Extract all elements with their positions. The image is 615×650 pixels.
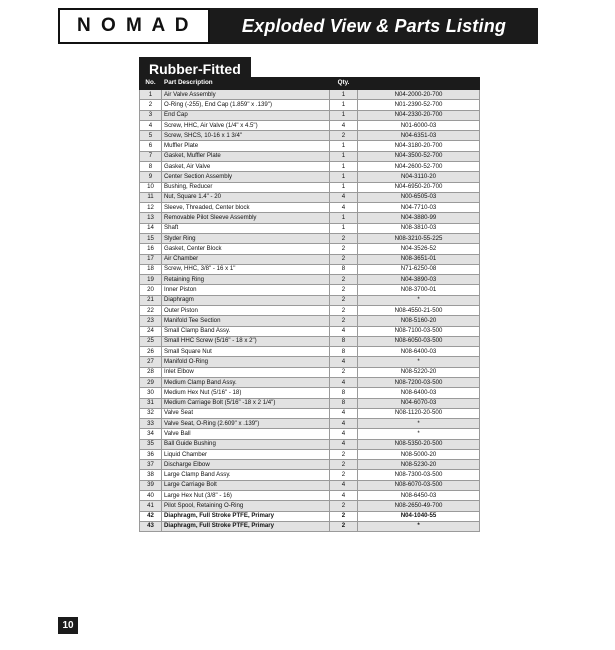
cell-part-description: Large Hex Nut (3/8" - 16) xyxy=(162,491,330,501)
cell-part-description: Air Valve Assembly xyxy=(162,90,330,100)
cell-part-number: N08-7300-03-500 xyxy=(358,470,480,480)
cell-quantity: 2 xyxy=(330,131,358,141)
cell-part-number: N04-3110-20 xyxy=(358,172,480,182)
cell-part-number: N04-3500-52-700 xyxy=(358,151,480,161)
cell-item-number: 14 xyxy=(140,223,162,233)
cell-part-number: N08-7200-03-500 xyxy=(358,377,480,387)
cell-item-number: 5 xyxy=(140,131,162,141)
cell-item-number: 19 xyxy=(140,275,162,285)
cell-part-number: * xyxy=(358,429,480,439)
cell-quantity: 4 xyxy=(330,203,358,213)
cell-part-description: Inner Piston xyxy=(162,285,330,295)
cell-part-description: Gasket, Muffler Plate xyxy=(162,151,330,161)
table-row xyxy=(140,120,480,130)
cell-quantity: 2 xyxy=(330,244,358,254)
cell-part-description: Liquid Chamber xyxy=(162,449,330,459)
cell-quantity: 2 xyxy=(330,295,358,305)
cell-part-description: Small Square Nut xyxy=(162,347,330,357)
cell-quantity: 4 xyxy=(330,120,358,130)
parts-table-header xyxy=(140,78,480,90)
cell-part-description: Air Chamber xyxy=(162,254,330,264)
cell-part-description: Screw, HHC, Air Valve (1/4" x 4.5") xyxy=(162,120,330,130)
table-row xyxy=(140,90,480,100)
cell-part-description: Retaining Ring xyxy=(162,275,330,285)
cell-item-number: 8 xyxy=(140,162,162,172)
table-row xyxy=(140,295,480,305)
cell-part-number: N08-6400-03 xyxy=(358,347,480,357)
cell-quantity: 4 xyxy=(330,408,358,418)
table-row xyxy=(140,449,480,459)
table-row xyxy=(140,192,480,202)
column-header-description: Part Description xyxy=(162,78,330,90)
table-row xyxy=(140,460,480,470)
cell-part-number: * xyxy=(358,357,480,367)
cell-item-number: 27 xyxy=(140,357,162,367)
cell-quantity: 2 xyxy=(330,460,358,470)
cell-item-number: 36 xyxy=(140,449,162,459)
cell-item-number: 11 xyxy=(140,192,162,202)
cell-item-number: 20 xyxy=(140,285,162,295)
cell-quantity: 2 xyxy=(330,285,358,295)
cell-part-description: Nut, Square 1.4" - 20 xyxy=(162,192,330,202)
cell-item-number: 38 xyxy=(140,470,162,480)
cell-part-number: N08-6400-03 xyxy=(358,388,480,398)
table-row xyxy=(140,100,480,110)
cell-item-number: 25 xyxy=(140,336,162,346)
table-row xyxy=(140,377,480,387)
table-row xyxy=(140,501,480,511)
cell-part-number: N01-2390-52-700 xyxy=(358,100,480,110)
table-row xyxy=(140,347,480,357)
cell-part-number: N08-6450-03 xyxy=(358,491,480,501)
cell-part-description: Diaphragm, Full Stroke PTFE, Primary xyxy=(162,521,330,531)
cell-item-number: 21 xyxy=(140,295,162,305)
cell-part-description: Screw, HHC, 3/8" - 16 x 1" xyxy=(162,264,330,274)
cell-item-number: 9 xyxy=(140,172,162,182)
table-row xyxy=(140,275,480,285)
cell-item-number: 12 xyxy=(140,203,162,213)
cell-part-description: Large Clamp Band Assy. xyxy=(162,470,330,480)
cell-quantity: 4 xyxy=(330,192,358,202)
cell-part-number: N08-7100-03-500 xyxy=(358,326,480,336)
cell-part-description: Slyder Ring xyxy=(162,234,330,244)
cell-quantity: 1 xyxy=(330,90,358,100)
table-row xyxy=(140,172,480,182)
cell-item-number: 16 xyxy=(140,244,162,254)
cell-quantity: 1 xyxy=(330,110,358,120)
cell-item-number: 28 xyxy=(140,367,162,377)
cell-part-description: Small Clamp Band Assy. xyxy=(162,326,330,336)
cell-part-description: Valve Ball xyxy=(162,429,330,439)
cell-part-number: N01-6000-03 xyxy=(358,120,480,130)
page-title: Exploded View & Parts Listing xyxy=(241,15,507,36)
table-row xyxy=(140,367,480,377)
cell-part-number: N08-5350-20-500 xyxy=(358,439,480,449)
cell-part-description: Inlet Elbow xyxy=(162,367,330,377)
cell-part-number: N04-3526-52 xyxy=(358,244,480,254)
cell-item-number: 39 xyxy=(140,480,162,490)
cell-part-number: N71-6250-08 xyxy=(358,264,480,274)
cell-part-description: Valve Seat, O-Ring (2.609" x .139") xyxy=(162,419,330,429)
cell-item-number: 15 xyxy=(140,234,162,244)
cell-part-number: N04-6351-03 xyxy=(358,131,480,141)
cell-quantity: 8 xyxy=(330,398,358,408)
cell-quantity: 1 xyxy=(330,151,358,161)
table-row xyxy=(140,408,480,418)
table-row xyxy=(140,480,480,490)
table-row xyxy=(140,285,480,295)
cell-part-number: N04-2000-20-700 xyxy=(358,90,480,100)
cell-part-number: N04-2600-52-700 xyxy=(358,162,480,172)
cell-part-description: Pilot Spool, Retaining O-Ring xyxy=(162,501,330,511)
cell-part-description: Diaphragm xyxy=(162,295,330,305)
table-row xyxy=(140,131,480,141)
cell-quantity: 1 xyxy=(330,162,358,172)
cell-quantity: 2 xyxy=(330,511,358,521)
cell-item-number: 13 xyxy=(140,213,162,223)
cell-item-number: 29 xyxy=(140,377,162,387)
cell-part-description: Discharge Elbow xyxy=(162,460,330,470)
cell-item-number: 26 xyxy=(140,347,162,357)
table-row xyxy=(140,305,480,315)
cell-part-number: N08-3810-03 xyxy=(358,223,480,233)
document-header xyxy=(58,8,538,44)
cell-item-number: 3 xyxy=(140,110,162,120)
table-header-row xyxy=(140,78,480,90)
cell-part-number: * xyxy=(358,295,480,305)
cell-part-description: Medium Clamp Band Assy. xyxy=(162,377,330,387)
cell-part-description: Gasket, Center Block xyxy=(162,244,330,254)
table-row xyxy=(140,254,480,264)
table-row xyxy=(140,244,480,254)
cell-quantity: 8 xyxy=(330,388,358,398)
column-header-no: No. xyxy=(140,78,162,90)
cell-part-number: N04-3890-03 xyxy=(358,275,480,285)
cell-part-number: * xyxy=(358,419,480,429)
cell-item-number: 32 xyxy=(140,408,162,418)
cell-quantity: 2 xyxy=(330,254,358,264)
cell-item-number: 31 xyxy=(140,398,162,408)
cell-item-number: 22 xyxy=(140,305,162,315)
cell-item-number: 30 xyxy=(140,388,162,398)
cell-item-number: 4 xyxy=(140,120,162,130)
cell-part-description: Screw, SHCS, 10-16 x 1 3/4" xyxy=(162,131,330,141)
parts-table-container xyxy=(139,77,479,532)
cell-part-number: N04-6950-20-700 xyxy=(358,182,480,192)
cell-part-description: Medium Carriage Bolt (5/16" -18 x 2 1/4") xyxy=(162,398,330,408)
cell-item-number: 18 xyxy=(140,264,162,274)
cell-part-number: N08-6070-03-500 xyxy=(358,480,480,490)
cell-part-number: N08-2650-49-700 xyxy=(358,501,480,511)
cell-part-number: N00-6505-03 xyxy=(358,192,480,202)
cell-quantity: 2 xyxy=(330,234,358,244)
cell-quantity: 1 xyxy=(330,172,358,182)
cell-item-number: 1 xyxy=(140,90,162,100)
table-row xyxy=(140,429,480,439)
cell-quantity: 2 xyxy=(330,470,358,480)
cell-quantity: 4 xyxy=(330,357,358,367)
cell-item-number: 10 xyxy=(140,182,162,192)
page-number: 10 xyxy=(58,617,78,634)
document-title-bar xyxy=(210,8,538,44)
cell-quantity: 4 xyxy=(330,439,358,449)
table-row xyxy=(140,264,480,274)
table-row xyxy=(140,141,480,151)
section-title: Rubber-Fitted xyxy=(139,57,251,82)
cell-part-number: N04-3180-20-700 xyxy=(358,141,480,151)
cell-part-number: N04-7710-03 xyxy=(358,203,480,213)
cell-item-number: 41 xyxy=(140,501,162,511)
cell-part-description: Ball Guide Bushing xyxy=(162,439,330,449)
cell-part-number: N08-5220-20 xyxy=(358,367,480,377)
cell-part-description: Outer Piston xyxy=(162,305,330,315)
table-row xyxy=(140,511,480,521)
parts-table xyxy=(139,77,480,532)
cell-part-number: N04-2330-20-700 xyxy=(358,110,480,120)
table-row xyxy=(140,203,480,213)
cell-part-description: Manifold O-Ring xyxy=(162,357,330,367)
brand-logo-text: N O M A D xyxy=(77,15,191,36)
cell-item-number: 23 xyxy=(140,316,162,326)
cell-part-description: Shaft xyxy=(162,223,330,233)
cell-part-number: N08-5160-20 xyxy=(358,316,480,326)
cell-quantity: 1 xyxy=(330,141,358,151)
table-row xyxy=(140,521,480,531)
cell-quantity: 4 xyxy=(330,326,358,336)
cell-part-number: N08-5230-20 xyxy=(358,460,480,470)
cell-item-number: 17 xyxy=(140,254,162,264)
cell-part-description: End Cap xyxy=(162,110,330,120)
table-row xyxy=(140,151,480,161)
cell-quantity: 2 xyxy=(330,275,358,285)
cell-quantity: 2 xyxy=(330,521,358,531)
cell-part-number: N08-4550-21-500 xyxy=(358,305,480,315)
brand-logo xyxy=(58,8,210,44)
cell-part-number: N08-3700-01 xyxy=(358,285,480,295)
cell-quantity: 4 xyxy=(330,377,358,387)
cell-item-number: 7 xyxy=(140,151,162,161)
cell-quantity: 8 xyxy=(330,264,358,274)
cell-item-number: 35 xyxy=(140,439,162,449)
column-header-part-number xyxy=(358,78,480,90)
table-row xyxy=(140,419,480,429)
cell-part-description: Small HHC Screw (5/16" - 18 x 2") xyxy=(162,336,330,346)
cell-part-description: Diaphragm, Full Stroke PTFE, Primary xyxy=(162,511,330,521)
table-row xyxy=(140,110,480,120)
cell-part-description: Valve Seat xyxy=(162,408,330,418)
parts-table-body xyxy=(140,90,480,532)
cell-part-description: O-Ring (-255), End Cap (1.859" x .139") xyxy=(162,100,330,110)
table-row xyxy=(140,336,480,346)
cell-part-number: N04-3880-99 xyxy=(358,213,480,223)
table-row xyxy=(140,316,480,326)
cell-quantity: 2 xyxy=(330,316,358,326)
cell-part-number: N08-1120-20-500 xyxy=(358,408,480,418)
cell-part-number: N08-5000-20 xyxy=(358,449,480,459)
column-header-qty: Qty. xyxy=(330,78,358,90)
cell-quantity: 4 xyxy=(330,419,358,429)
cell-quantity: 2 xyxy=(330,449,358,459)
table-row xyxy=(140,357,480,367)
table-row xyxy=(140,398,480,408)
cell-item-number: 42 xyxy=(140,511,162,521)
cell-part-description: Bushing, Reducer xyxy=(162,182,330,192)
table-row xyxy=(140,470,480,480)
table-row xyxy=(140,182,480,192)
cell-part-description: Manifold Tee Section xyxy=(162,316,330,326)
cell-quantity: 4 xyxy=(330,480,358,490)
cell-item-number: 34 xyxy=(140,429,162,439)
cell-part-number: * xyxy=(358,521,480,531)
table-row xyxy=(140,326,480,336)
cell-quantity: 4 xyxy=(330,491,358,501)
cell-item-number: 2 xyxy=(140,100,162,110)
cell-quantity: 1 xyxy=(330,213,358,223)
cell-part-number: N04-6070-03 xyxy=(358,398,480,408)
cell-item-number: 37 xyxy=(140,460,162,470)
table-row xyxy=(140,223,480,233)
cell-part-description: Large Carriage Bolt xyxy=(162,480,330,490)
table-row xyxy=(140,439,480,449)
table-row xyxy=(140,388,480,398)
cell-quantity: 2 xyxy=(330,501,358,511)
cell-quantity: 2 xyxy=(330,367,358,377)
table-row xyxy=(140,234,480,244)
cell-item-number: 33 xyxy=(140,419,162,429)
cell-part-description: Sleeve, Threaded, Center block xyxy=(162,203,330,213)
cell-part-description: Medium Hex Nut (5/16" - 18) xyxy=(162,388,330,398)
cell-item-number: 40 xyxy=(140,491,162,501)
cell-part-description: Center Section Assembly xyxy=(162,172,330,182)
cell-part-number: N08-6050-03-500 xyxy=(358,336,480,346)
cell-quantity: 2 xyxy=(330,305,358,315)
table-row xyxy=(140,162,480,172)
cell-quantity: 8 xyxy=(330,336,358,346)
cell-part-description: Gasket, Air Valve xyxy=(162,162,330,172)
cell-item-number: 24 xyxy=(140,326,162,336)
table-row xyxy=(140,213,480,223)
cell-part-number: N08-3210-55-225 xyxy=(358,234,480,244)
cell-quantity: 1 xyxy=(330,223,358,233)
table-row xyxy=(140,491,480,501)
cell-part-number: N04-1040-55 xyxy=(358,511,480,521)
cell-quantity: 8 xyxy=(330,347,358,357)
cell-item-number: 6 xyxy=(140,141,162,151)
cell-quantity: 1 xyxy=(330,182,358,192)
cell-item-number: 43 xyxy=(140,521,162,531)
cell-part-number: N08-3651-01 xyxy=(358,254,480,264)
cell-part-description: Muffler Plate xyxy=(162,141,330,151)
cell-part-description: Removable Pilot Sleeve Assembly xyxy=(162,213,330,223)
cell-quantity: 1 xyxy=(330,100,358,110)
cell-quantity: 4 xyxy=(330,429,358,439)
